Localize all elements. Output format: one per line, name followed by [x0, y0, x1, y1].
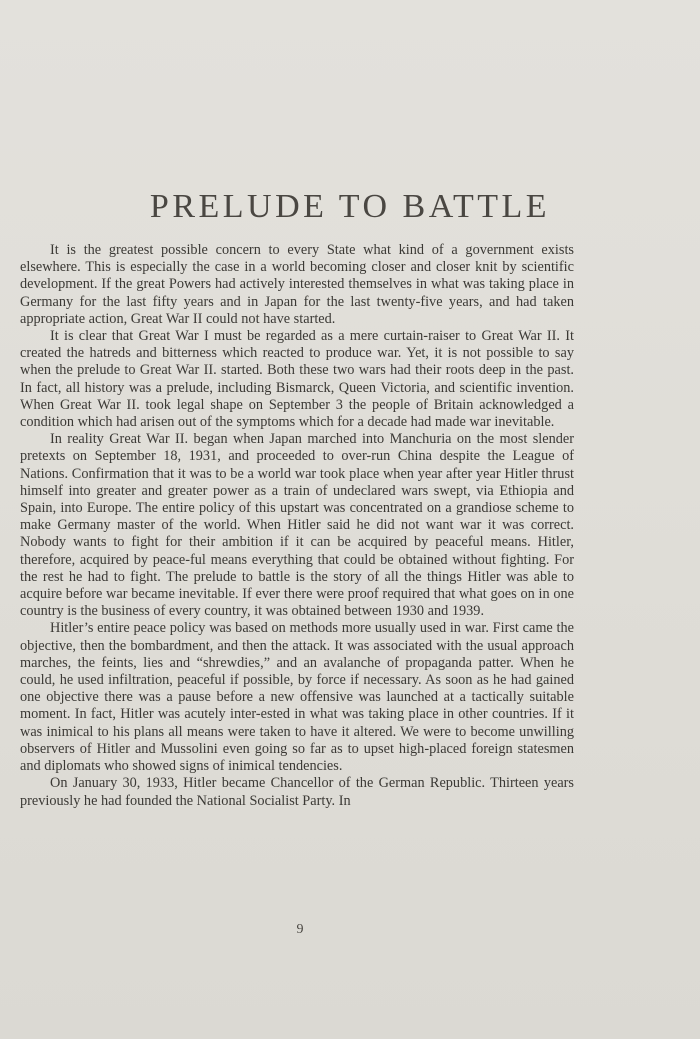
paragraph-1: It is the greatest possible concern to every State what kind of a government exists elsewhere. This is especially the case in a world becoming closer and closer knit by scientific development. If the great Powers had actively interested themselves in what was taking place in Germany for the last fifty years and in Japan for the last twenty-five years, and had taken appropriate action, Great War II could not have started. — [20, 242, 574, 327]
paragraph-4: Hitler’s entire peace policy was based on methods more usually used in war. First came the objective, then the bombardment, and then the attack. It was associated with the usual approach marches, the feints, lies and “shrewdies,” and an avalanche of propaganda patter. When he could, he used infiltration, peaceful if possible, by force if necessary. As soon as he had gained one objective there was a pause before a new offensive was launched at a tactically suitable moment. In fact, Hitler was acutely inter-ested in what was taking place in other countries. If it was inimical to his plans all means were taken to have it altered. We were to become unwilling observers of Hitler and Mussolini even going so far as to upset high-placed foreign statesmen and diplomats who showed signs of inimical tendencies. — [20, 620, 574, 775]
page-number: 9 — [296, 922, 304, 937]
chapter-body — [20, 242, 574, 810]
paragraph-5: On January 30, 1933, Hitler became Chancellor of the German Republic. Thirteen years previously he had founded the National Socialist Party. In — [20, 775, 574, 809]
paragraph-2: It is clear that Great War I must be regarded as a mere curtain-raiser to Great War II. It created the hatreds and bitterness which reacted to produce war. Yet, it is not possible to say when the prelude to Great War II. started. Both these two wars had their roots deep in the past. In fact, all history was a prelude, including Bismarck, Queen Victoria, and scientific invention. When Great War II. took legal shape on September 3 the people of Britain acknowledged a condition which had arisen out of the symptoms which for a decade had made war inevitable. — [20, 328, 574, 431]
chapter-title: PRELUDE TO BATTLE — [149, 188, 551, 225]
paragraph-3: In reality Great War II. began when Japan marched into Manchuria on the most slender pretexts on September 18, 1931, and proceeded to over-run China despite the League of Nations. Confirmation that it was to be a world war took place when year after year Hitler thrust himself into greater and greater power as a train of undeclared wars swept, via Ethiopia and Spain, into Europe. The entire policy of this upstart was concentrated on a grandiose scheme to make Germany master of the world. When Hitler said he did not want war it was correct. Nobody wants to fight for their ambition if it can be acquired by peaceful means. Hitler, therefore, acquired by peace-ful means everything that could be obtained without fighting. For the rest he had to fight. The prelude to battle is the story of all the things Hitler was able to acquire before war became inevitable. If ever there were proof required that what goes on in one country is the business of every country, it was obtained between 1930 and 1939. — [20, 431, 574, 620]
